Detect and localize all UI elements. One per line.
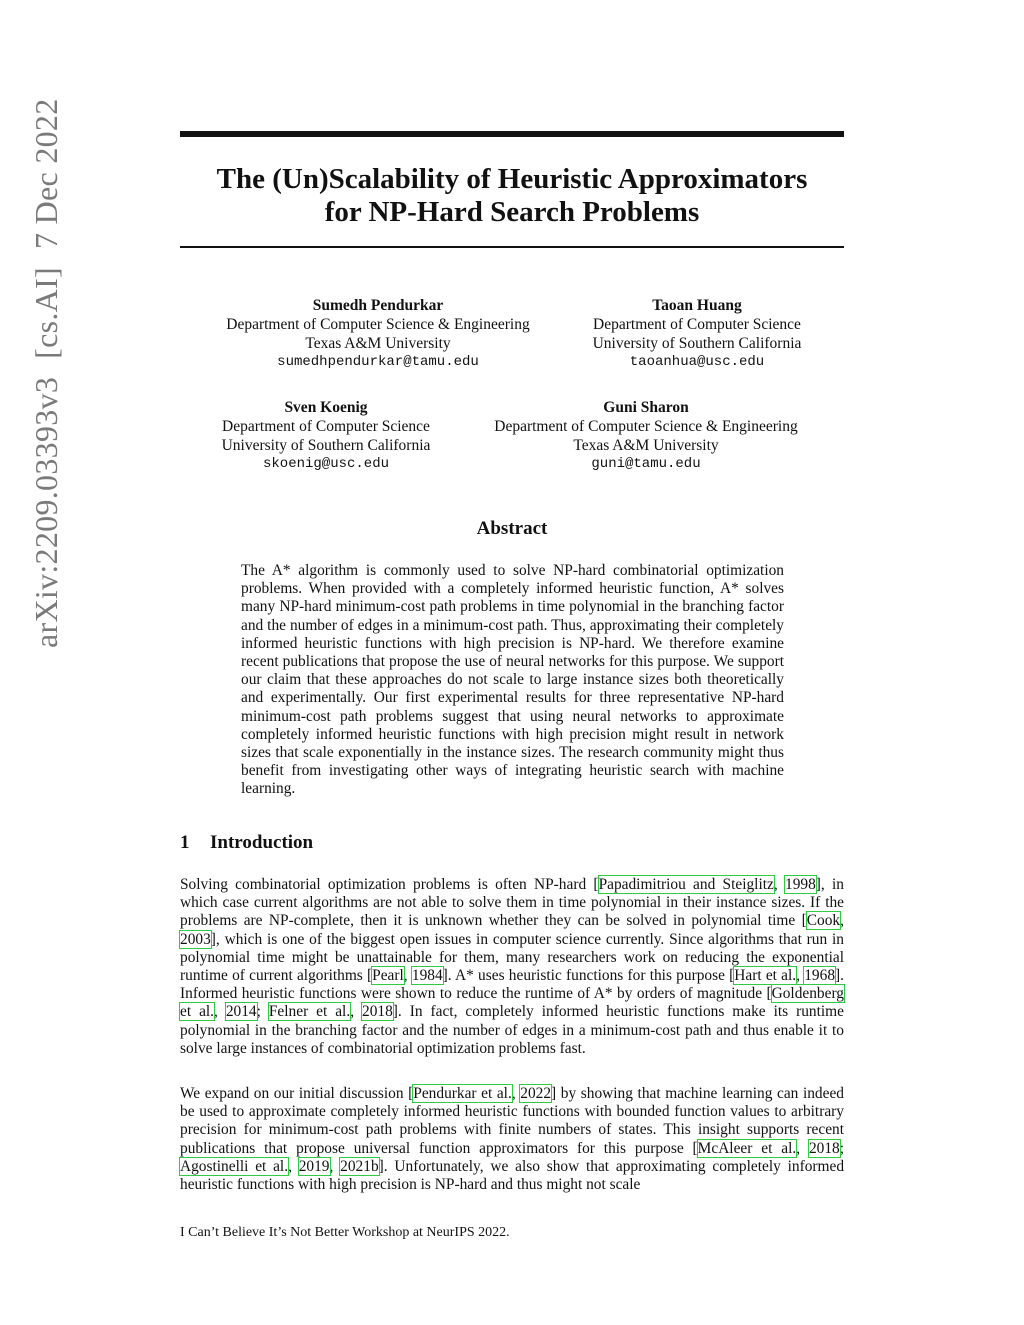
abstract-text: The A* algorithm is commonly used to solve NP-hard combinatorial optimization problems. When provided with a completely informed heuristic function, A* solves many NP-hard minimum-cost path problems in time polynomial in the branching factor and the number of edges in a minimum-cost path. Thus, approximating their completely informed heuristic functions with high precision is NP-hard. We therefore examine recent publications that propose the use of neural networks for this purpose. We support our claim that these approaches do not scale to large instance sizes both theoretically and experimentally. Our first experimental results for three representative NP-hard minimum-cost path problems suggest that using neural networks to approximate completely informed heuristic functions with high precision might result in network sizes that scale exponentially in the instance sizes. The research community might thus benefit from investigating other ways of integrating heuristic search with machine learning.	[241, 562, 784, 798]
text-run: We expand on our initial discussion [	[180, 1085, 414, 1102]
text-run: ,	[796, 967, 805, 985]
author-name: Guni Sharon	[603, 399, 689, 416]
text-run: ] by showing that machine learning can indeed be used to approximate completely informed heuristic functions with bounded function values to arbitrary precision for minimum-cost path problems with finite numbers of states. This insight supports recent publications that propose universal function approximators for this purpose [	[180, 1085, 844, 1157]
author-univ: University of Southern California	[221, 437, 431, 454]
title-line-2: for NP-Hard Search Problems	[324, 196, 700, 228]
text-run: ,	[329, 1157, 341, 1175]
text-run: ,	[773, 876, 785, 893]
author-name: Taoan Huang	[652, 297, 742, 314]
text-run: ]. Unfortunately, we also show that approximating completely informed heuristic functions with high precision is NP-hard and thus might not scale	[180, 1157, 845, 1194]
author-dept: Department of Computer Science	[222, 418, 430, 435]
author-univ: University of Southern California	[592, 335, 802, 352]
text-run: ,	[288, 1157, 299, 1175]
section-heading-introduction	[180, 832, 313, 854]
author-dept: Department of Computer Science & Engineering	[494, 418, 798, 435]
citation-link[interactable]: Felner et al.	[268, 1003, 351, 1021]
text-run: ,	[511, 1085, 521, 1102]
citation-link[interactable]: 2019	[298, 1157, 330, 1175]
title-top-rule	[180, 131, 844, 137]
text-run: ,	[214, 1003, 226, 1021]
citation-link[interactable]: 1998	[785, 876, 816, 893]
author-univ: Texas A&M University	[305, 335, 451, 352]
author-block-sharon	[472, 398, 820, 474]
citation-link[interactable]: 2014	[225, 1003, 257, 1021]
author-block-pendurkar	[200, 296, 556, 372]
author-dept: Department of Computer Science	[593, 316, 801, 333]
text-run: ]. Informed heuristic functions were shown to reduce the runtime of A* by orders of magnitude [	[180, 967, 844, 1003]
text-run: ,	[350, 1003, 362, 1021]
text-run: ], in which case current algorithms are not able to solve them in time polynomial in their instance sizes. If the problems are NP-complete, then it is unknown whether they can be solved in polynomial time [	[180, 876, 845, 930]
citation-link[interactable]: 2018	[808, 1139, 840, 1157]
text-run: Solving combinatorial optimization problems is often NP-hard [	[180, 876, 599, 893]
citation-link[interactable]: Pearl	[372, 967, 404, 985]
author-email[interactable]: sumedhpendurkar@tamu.edu	[277, 354, 479, 370]
section-title: Introduction	[210, 832, 314, 853]
author-block-koenig	[200, 398, 452, 474]
citation-link[interactable]: Pendurkar et al.	[413, 1085, 512, 1102]
citation-link[interactable]: 2021b	[340, 1157, 379, 1175]
text-run: ,	[840, 912, 844, 930]
title-line-1: The (Un)Scalability of Heuristic Approximators	[216, 163, 808, 195]
arxiv-category: [cs.AI]	[28, 267, 64, 359]
citation-link[interactable]: 1968	[804, 967, 836, 985]
intro-paragraph-1	[180, 876, 844, 1058]
text-run: ], which is one of the biggest open issues in computer science currently. Since algorithms that run in polynomial time might be unattainable for them, many researchers work on reducing the exponential runtime of current algorithms [	[180, 930, 844, 985]
citation-link[interactable]: 2018	[362, 1003, 393, 1021]
arxiv-sidebar-stamp	[28, 80, 65, 648]
text-run: ]. A* uses heuristic functions for this purpose [	[442, 967, 735, 985]
paper-title	[180, 163, 844, 229]
arxiv-date: 7 Dec 2022	[28, 98, 64, 249]
text-run: ,	[796, 1139, 809, 1157]
intro-paragraph-2	[180, 1085, 844, 1194]
text-run: ;	[839, 1139, 844, 1157]
citation-link[interactable]: Hart et al.	[734, 967, 797, 985]
citation-link[interactable]: 2022	[520, 1085, 552, 1102]
arxiv-id[interactable]: arXiv:2209.03393v3	[28, 376, 64, 648]
text-run: ]. In fact, completely informed heuristic functions make its runtime polynomial in the branching factor and the number of edges in a minimum-cost path and thus enable it to solve large instances of combinatorial optimization problems fast.	[180, 1003, 844, 1057]
author-name: Sumedh Pendurkar	[312, 297, 444, 314]
citation-link[interactable]: 1984	[411, 967, 443, 985]
citation-link[interactable]: Agostinelli et al.	[180, 1157, 289, 1175]
citation-link[interactable]: Papadimitriou and Steiglitz	[598, 876, 774, 893]
author-email[interactable]: taoanhua@usc.edu	[629, 354, 765, 370]
citation-link[interactable]: Goldenberg et al.	[180, 985, 844, 1021]
title-bottom-rule	[180, 246, 844, 248]
citation-link[interactable]: McAleer et al.	[697, 1139, 797, 1157]
citation-link[interactable]: Cook	[806, 912, 841, 930]
citation-link[interactable]: 2003	[180, 930, 211, 948]
workshop-footnote: I Can’t Believe It’s Not Better Workshop at NeurIPS 2022.	[180, 1225, 510, 1240]
section-number: 1	[180, 832, 190, 853]
author-block-huang	[570, 296, 824, 372]
author-dept: Department of Computer Science & Engineering	[226, 316, 530, 333]
text-run: ,	[403, 967, 412, 985]
author-name: Sven Koenig	[284, 399, 368, 416]
author-email[interactable]: guni@tamu.edu	[591, 456, 701, 472]
text-run: ;	[256, 1003, 269, 1021]
author-univ: Texas A&M University	[573, 437, 719, 454]
author-email[interactable]: skoenig@usc.edu	[262, 456, 390, 472]
abstract-heading: Abstract	[476, 518, 548, 539]
